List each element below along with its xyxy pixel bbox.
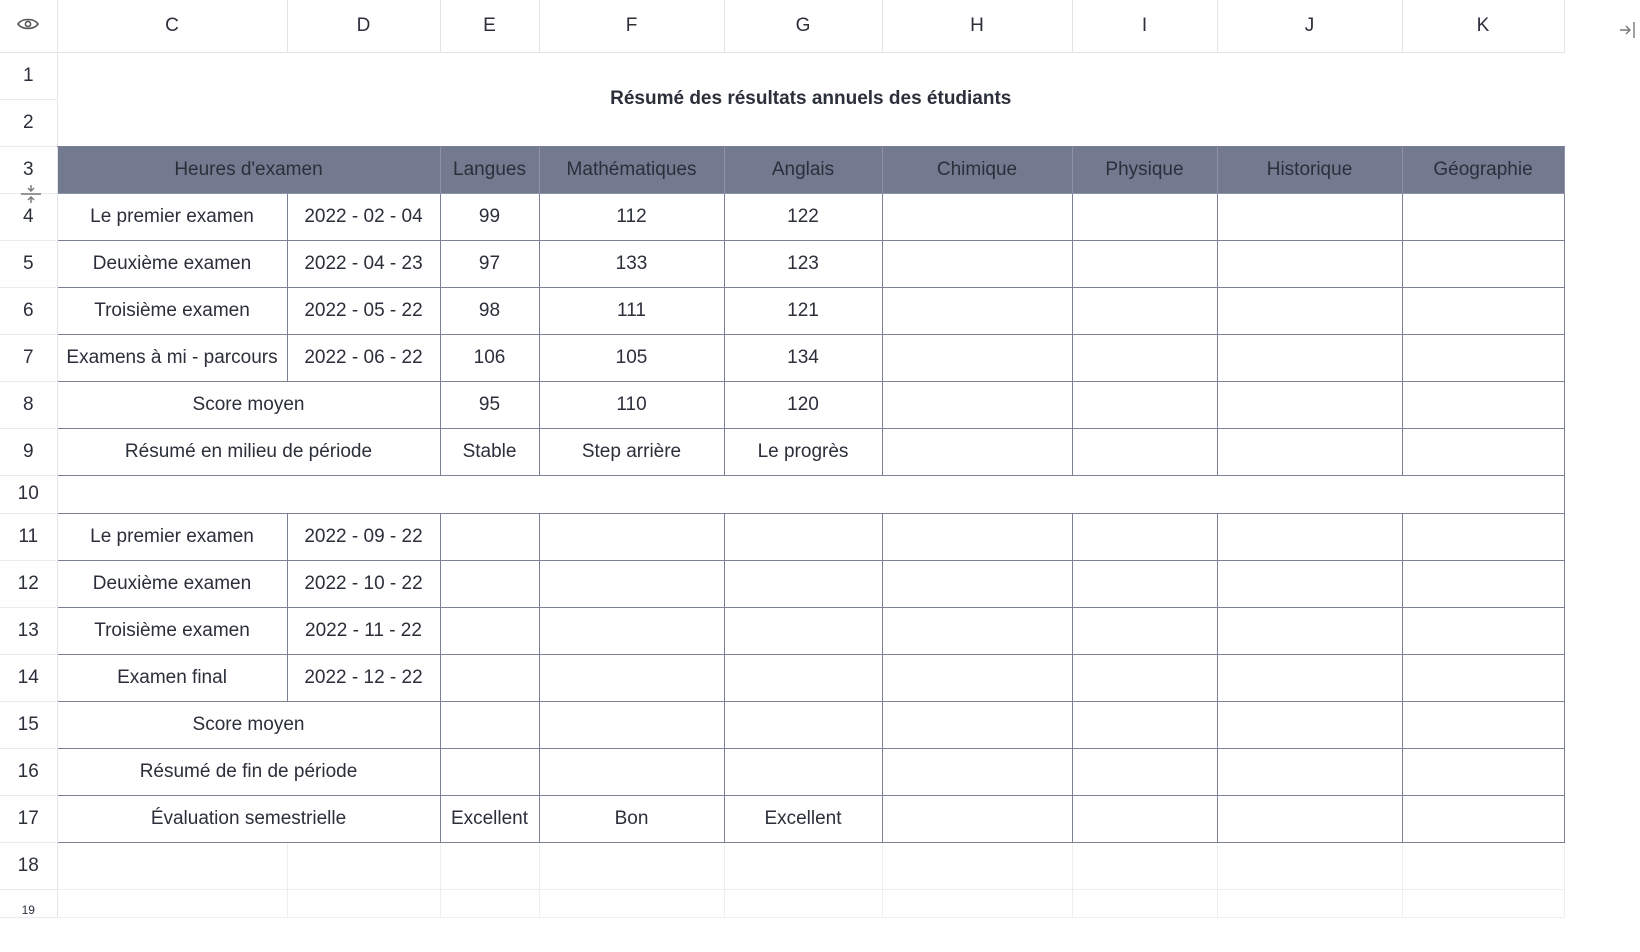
exam-date-cell[interactable]: 2022 - 12 - 22 <box>287 654 440 701</box>
exam-name-cell[interactable]: Le premier examen <box>57 513 287 560</box>
empty-cell[interactable] <box>882 842 1072 889</box>
score-anglais-cell[interactable]: 123 <box>724 240 882 287</box>
empty-cell[interactable] <box>1072 748 1217 795</box>
empty-cell[interactable] <box>1072 889 1217 917</box>
empty-cell[interactable] <box>882 193 1072 240</box>
empty-cell[interactable] <box>1217 513 1402 560</box>
empty-cell[interactable] <box>440 701 539 748</box>
empty-cell[interactable] <box>1072 428 1217 475</box>
row-header-14[interactable]: 14 <box>0 654 57 701</box>
empty-cell[interactable] <box>724 607 882 654</box>
empty-cell[interactable] <box>1402 287 1564 334</box>
header-mathematiques[interactable]: Mathématiques <box>539 146 724 193</box>
column-header-c[interactable]: C <box>57 0 287 52</box>
row-header-8[interactable]: 8 <box>0 381 57 428</box>
empty-cell[interactable] <box>1402 513 1564 560</box>
eye-icon[interactable] <box>17 17 39 31</box>
header-historique[interactable]: Historique <box>1217 146 1402 193</box>
empty-cell[interactable] <box>724 560 882 607</box>
column-header-h[interactable]: H <box>882 0 1072 52</box>
summary-maths-cell[interactable]: Step arrière <box>539 428 724 475</box>
exam-date-cell[interactable]: 2022 - 10 - 22 <box>287 560 440 607</box>
empty-cell[interactable] <box>57 889 287 917</box>
column-header-j[interactable]: J <box>1217 0 1402 52</box>
empty-cell[interactable] <box>1402 381 1564 428</box>
empty-cell[interactable] <box>287 889 440 917</box>
empty-cell[interactable] <box>724 889 882 917</box>
empty-cell[interactable] <box>440 560 539 607</box>
empty-cell[interactable] <box>1072 240 1217 287</box>
empty-cell[interactable] <box>1217 842 1402 889</box>
empty-cell[interactable] <box>287 842 440 889</box>
score-anglais-cell[interactable]: 121 <box>724 287 882 334</box>
freeze-split-icon[interactable] <box>20 184 42 204</box>
exam-date-cell[interactable]: 2022 - 06 - 22 <box>287 334 440 381</box>
select-all-corner[interactable] <box>0 0 57 52</box>
empty-cell[interactable] <box>1217 193 1402 240</box>
empty-cell[interactable] <box>1217 287 1402 334</box>
row-header-16[interactable]: 16 <box>0 748 57 795</box>
empty-cell[interactable] <box>882 795 1072 842</box>
empty-cell[interactable] <box>1072 701 1217 748</box>
empty-cell[interactable] <box>724 513 882 560</box>
row-header-7[interactable]: 7 <box>0 334 57 381</box>
exam-name-cell[interactable]: Examens à mi - parcours <box>57 334 287 381</box>
row-header-6[interactable]: 6 <box>0 287 57 334</box>
row-header-11[interactable]: 11 <box>0 513 57 560</box>
score-anglais-cell[interactable]: 134 <box>724 334 882 381</box>
empty-cell[interactable] <box>882 560 1072 607</box>
empty-cell[interactable] <box>1072 513 1217 560</box>
panel-collapse-icon[interactable] <box>1618 20 1636 40</box>
empty-cell[interactable] <box>440 513 539 560</box>
empty-cell[interactable] <box>1072 607 1217 654</box>
header-langues[interactable]: Langues <box>440 146 539 193</box>
row-header-2[interactable]: 2 <box>0 99 57 146</box>
header-exam-hours[interactable]: Heures d'examen <box>57 146 440 193</box>
score-langues-cell[interactable]: 106 <box>440 334 539 381</box>
empty-cell[interactable] <box>882 701 1072 748</box>
exam-date-cell[interactable]: 2022 - 05 - 22 <box>287 287 440 334</box>
empty-cell[interactable] <box>440 748 539 795</box>
score-maths-cell[interactable]: 112 <box>539 193 724 240</box>
empty-cell[interactable] <box>1072 193 1217 240</box>
row-header-13[interactable]: 13 <box>0 607 57 654</box>
empty-cell[interactable] <box>1402 334 1564 381</box>
empty-cell[interactable] <box>1402 240 1564 287</box>
score-langues-cell[interactable]: 98 <box>440 287 539 334</box>
empty-cell[interactable] <box>57 842 287 889</box>
empty-cell[interactable] <box>882 748 1072 795</box>
empty-cell[interactable] <box>1217 795 1402 842</box>
row-header-15[interactable]: 15 <box>0 701 57 748</box>
empty-cell[interactable] <box>1217 607 1402 654</box>
column-header-k[interactable]: K <box>1402 0 1564 52</box>
row-header-1[interactable]: 1 <box>0 52 57 99</box>
empty-cell[interactable] <box>882 287 1072 334</box>
empty-cell[interactable] <box>882 889 1072 917</box>
summary-label-cell[interactable]: Résumé en milieu de période <box>57 428 440 475</box>
empty-cell[interactable] <box>1072 842 1217 889</box>
column-header-f[interactable]: F <box>539 0 724 52</box>
empty-cell[interactable] <box>724 701 882 748</box>
empty-cell[interactable] <box>882 240 1072 287</box>
score-langues-cell[interactable]: 99 <box>440 193 539 240</box>
evaluation-maths-cell[interactable]: Bon <box>539 795 724 842</box>
empty-cell[interactable] <box>539 607 724 654</box>
exam-name-cell[interactable]: Examen final <box>57 654 287 701</box>
row-header-3[interactable]: 3 <box>0 146 57 193</box>
empty-cell[interactable] <box>1402 607 1564 654</box>
empty-cell[interactable] <box>1072 381 1217 428</box>
empty-cell[interactable] <box>539 748 724 795</box>
empty-cell[interactable] <box>1217 334 1402 381</box>
empty-cell[interactable] <box>1217 560 1402 607</box>
exam-date-cell[interactable]: 2022 - 09 - 22 <box>287 513 440 560</box>
empty-cell[interactable] <box>1072 287 1217 334</box>
row-header-17[interactable]: 17 <box>0 795 57 842</box>
summary-label-cell[interactable]: Résumé de fin de période <box>57 748 440 795</box>
column-header-d[interactable]: D <box>287 0 440 52</box>
empty-cell[interactable] <box>1217 654 1402 701</box>
empty-cell[interactable] <box>1217 381 1402 428</box>
header-anglais[interactable]: Anglais <box>724 146 882 193</box>
empty-cell[interactable] <box>539 513 724 560</box>
empty-cell[interactable] <box>1402 560 1564 607</box>
average-langues-cell[interactable]: 95 <box>440 381 539 428</box>
row-header-10[interactable]: 10 <box>0 475 57 513</box>
header-chimique[interactable]: Chimique <box>882 146 1072 193</box>
empty-cell[interactable] <box>1217 748 1402 795</box>
sheet-title[interactable]: Résumé des résultats annuels des étudiants <box>57 52 1564 146</box>
exam-date-cell[interactable]: 2022 - 11 - 22 <box>287 607 440 654</box>
row-header-5[interactable]: 5 <box>0 240 57 287</box>
empty-cell[interactable] <box>440 654 539 701</box>
exam-name-cell[interactable]: Deuxième examen <box>57 560 287 607</box>
row-header-19[interactable]: 19 <box>0 889 57 917</box>
empty-cell[interactable] <box>1072 560 1217 607</box>
summary-anglais-cell[interactable]: Le progrès <box>724 428 882 475</box>
exam-name-cell[interactable]: Troisième examen <box>57 607 287 654</box>
empty-cell[interactable] <box>1217 428 1402 475</box>
header-geographie[interactable]: Géographie <box>1402 146 1564 193</box>
evaluation-label-cell[interactable]: Évaluation semestrielle <box>57 795 440 842</box>
empty-cell[interactable] <box>724 654 882 701</box>
row-header-9[interactable]: 9 <box>0 428 57 475</box>
empty-cell[interactable] <box>539 560 724 607</box>
empty-cell[interactable] <box>1072 334 1217 381</box>
summary-langues-cell[interactable]: Stable <box>440 428 539 475</box>
empty-cell[interactable] <box>1402 428 1564 475</box>
empty-cell[interactable] <box>882 334 1072 381</box>
score-anglais-cell[interactable]: 122 <box>724 193 882 240</box>
score-maths-cell[interactable]: 111 <box>539 287 724 334</box>
empty-cell[interactable] <box>882 513 1072 560</box>
empty-cell[interactable] <box>882 381 1072 428</box>
exam-date-cell[interactable]: 2022 - 04 - 23 <box>287 240 440 287</box>
exam-name-cell[interactable]: Deuxième examen <box>57 240 287 287</box>
empty-cell[interactable] <box>1402 701 1564 748</box>
empty-cell[interactable] <box>882 428 1072 475</box>
empty-cell[interactable] <box>1402 889 1564 917</box>
score-langues-cell[interactable]: 97 <box>440 240 539 287</box>
empty-cell[interactable] <box>1217 240 1402 287</box>
empty-cell[interactable] <box>539 654 724 701</box>
row-header-12[interactable]: 12 <box>0 560 57 607</box>
empty-cell[interactable] <box>440 842 539 889</box>
average-label-cell[interactable]: Score moyen <box>57 701 440 748</box>
spacer-row-cell[interactable] <box>57 475 1564 513</box>
average-label-cell[interactable]: Score moyen <box>57 381 440 428</box>
empty-cell[interactable] <box>440 607 539 654</box>
empty-cell[interactable] <box>1402 795 1564 842</box>
empty-cell[interactable] <box>1217 701 1402 748</box>
empty-cell[interactable] <box>1402 193 1564 240</box>
empty-cell[interactable] <box>1402 654 1564 701</box>
column-header-i[interactable]: I <box>1072 0 1217 52</box>
empty-cell[interactable] <box>724 748 882 795</box>
empty-cell[interactable] <box>440 889 539 917</box>
empty-cell[interactable] <box>539 842 724 889</box>
empty-cell[interactable] <box>882 654 1072 701</box>
column-header-e[interactable]: E <box>440 0 539 52</box>
row-header-18[interactable]: 18 <box>0 842 57 889</box>
empty-cell[interactable] <box>1402 842 1564 889</box>
empty-cell[interactable] <box>882 607 1072 654</box>
header-physique[interactable]: Physique <box>1072 146 1217 193</box>
empty-cell[interactable] <box>539 889 724 917</box>
empty-cell[interactable] <box>1217 889 1402 917</box>
score-maths-cell[interactable]: 133 <box>539 240 724 287</box>
column-header-g[interactable]: G <box>724 0 882 52</box>
empty-cell[interactable] <box>539 701 724 748</box>
evaluation-anglais-cell[interactable]: Excellent <box>724 795 882 842</box>
score-maths-cell[interactable]: 105 <box>539 334 724 381</box>
average-maths-cell[interactable]: 110 <box>539 381 724 428</box>
exam-name-cell[interactable]: Le premier examen <box>57 193 287 240</box>
exam-name-cell[interactable]: Troisième examen <box>57 287 287 334</box>
empty-cell[interactable] <box>1072 795 1217 842</box>
empty-cell[interactable] <box>724 842 882 889</box>
evaluation-langues-cell[interactable]: Excellent <box>440 795 539 842</box>
exam-date-cell[interactable]: 2022 - 02 - 04 <box>287 193 440 240</box>
empty-cell[interactable] <box>1072 654 1217 701</box>
row-header-4[interactable]: 4 <box>0 193 57 240</box>
empty-cell[interactable] <box>1402 748 1564 795</box>
average-anglais-cell[interactable]: 120 <box>724 381 882 428</box>
